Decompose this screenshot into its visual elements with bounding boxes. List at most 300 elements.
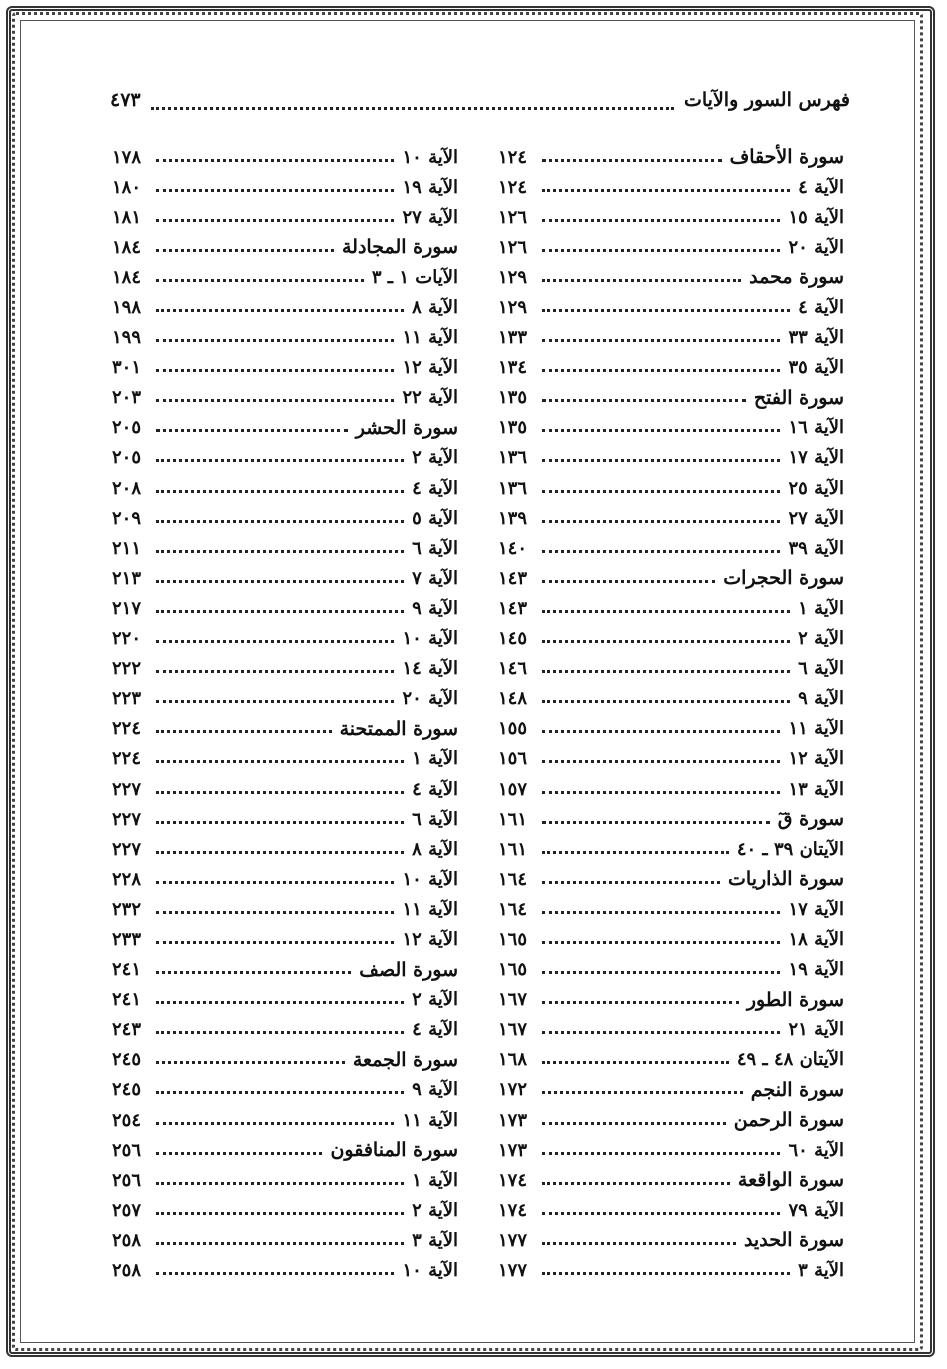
entry-page-number: ٢٤٥ (112, 1049, 142, 1071)
entry-label: الآية ٢ (412, 1199, 458, 1221)
entry-label: الآيتان ٤٨ ـ ٤٩ (736, 1049, 844, 1071)
index-entry-surah (112, 955, 458, 985)
entry-label: الآية ٩ (412, 1079, 458, 1101)
entry-page-number: ٢٤٣ (112, 1019, 142, 1041)
leader-dots (542, 249, 780, 252)
entry-label: الآية ٢٥ (788, 477, 844, 499)
entry-page-number: ١٦٧ (498, 1019, 528, 1041)
entry-page-number: ١٢٤ (498, 146, 528, 168)
index-entry-verse (498, 533, 844, 563)
entry-page-number: ٢٢٤ (112, 718, 142, 740)
index-entry-surah (112, 232, 458, 262)
entry-label: الآية ٤ (412, 778, 458, 800)
leader-dots (542, 1182, 730, 1185)
entry-label: سورة الفتح (753, 386, 844, 409)
entry-label: الآية ٤ (412, 1019, 458, 1041)
index-entry-surah (498, 262, 844, 292)
index-entry-verse (498, 894, 844, 924)
entry-page-number: ١٧٧ (498, 1229, 528, 1251)
entry-label: الآية ١١ (402, 898, 458, 920)
entry-label: سورة الحديد (743, 1229, 844, 1252)
entry-page-number: ١٦٤ (498, 898, 528, 920)
index-entry-verse (498, 624, 844, 654)
index-entry-verse (112, 1015, 458, 1045)
index-entry-verse (498, 353, 844, 383)
leader-dots (156, 1031, 404, 1034)
index-entry-verse (112, 533, 458, 563)
entry-page-number: ٢٣٣ (112, 928, 142, 950)
entry-page-number: ١٣٥ (498, 417, 528, 439)
index-entry-verse (112, 804, 458, 834)
entry-label: الآية ١٠ (402, 628, 458, 650)
entry-label: الآية ١١ (788, 718, 844, 740)
entry-label: سورة الممتحنة (339, 717, 458, 740)
entry-page-number: ١٤٣ (498, 567, 528, 589)
entry-label: الآية ٤ (798, 176, 844, 198)
entry-page-number: ١٧٧ (498, 1260, 528, 1282)
entry-label: الآية ٦٠ (788, 1139, 844, 1161)
entry-page-number: ٢٥٨ (112, 1260, 142, 1282)
entry-label: سورة الحشر (355, 416, 458, 439)
entry-label: الآية ٢٠ (788, 236, 844, 258)
index-entry-verse (112, 1225, 458, 1255)
index-entry-verse (112, 262, 458, 292)
entry-page-number: ١٥٦ (498, 748, 528, 770)
entry-label: الآية ٣٩ (788, 537, 844, 559)
leader-dots (156, 941, 394, 944)
index-entry-verse (498, 955, 844, 985)
entry-page-number: ١٦٤ (498, 868, 528, 890)
leader-dots (542, 760, 780, 763)
index-entry-verse (112, 292, 458, 322)
entry-page-number: ٢٢٧ (112, 808, 142, 830)
index-entry-surah (112, 1045, 458, 1075)
index-entry-surah (112, 413, 458, 443)
entry-label: الآيتان ٣٩ ـ ٤٠ (736, 838, 844, 860)
index-entry-verse (112, 473, 458, 503)
leader-dots (542, 1242, 736, 1245)
leader-dots (542, 580, 715, 583)
entry-page-number: ٢٤٥ (112, 1079, 142, 1101)
leader-dots (156, 1061, 345, 1064)
entry-label: سورة النجم (750, 1078, 844, 1101)
index-entry-verse (498, 443, 844, 473)
entry-page-number: ٢٤١ (112, 959, 142, 981)
index-entry-verse (498, 292, 844, 322)
leader-dots (542, 1272, 790, 1275)
index-entry-verse (112, 202, 458, 232)
leader-dots (542, 881, 720, 884)
index-entry-surah (112, 714, 458, 744)
leader-dots (542, 309, 790, 312)
leader-dots (156, 610, 404, 613)
leader-dots (542, 369, 780, 372)
index-entry-verse (498, 684, 844, 714)
entry-label: الآية ١٧ (788, 898, 844, 920)
leader-dots (542, 670, 790, 673)
entry-page-number: ٢٢٧ (112, 838, 142, 860)
leader-dots (156, 580, 404, 583)
leader-dots (156, 1242, 404, 1245)
index-entry-surah (498, 1165, 844, 1195)
entry-label: الآية ١٢ (402, 928, 458, 950)
entry-page-number: ١٩٨ (112, 297, 142, 319)
index-entry-verse (498, 232, 844, 262)
leader-dots (542, 1001, 739, 1004)
entry-page-number: ٢٠٨ (112, 477, 142, 499)
index-entry-verse (112, 1075, 458, 1105)
entry-label: الآية ٢٧ (788, 507, 844, 529)
index-entry-surah (498, 804, 844, 834)
leader-dots (542, 189, 790, 192)
entry-page-number: ٢٢٠ (112, 628, 142, 650)
leader-dots (156, 821, 404, 824)
leader-dots (156, 399, 394, 402)
entry-label: الآية ٣ (798, 1260, 844, 1282)
index-entry-verse (498, 172, 844, 202)
leader-dots (156, 159, 394, 162)
leader-dots (156, 309, 404, 312)
entry-label: الآية ٣٥ (788, 357, 844, 379)
entry-page-number: ٢٣٢ (112, 898, 142, 920)
leader-dots (156, 1272, 394, 1275)
entry-label: سورة الحجرات (723, 567, 844, 590)
leader-dots (156, 279, 364, 282)
header-leader-dots (151, 95, 674, 110)
index-entry-verse (498, 503, 844, 533)
leader-dots (156, 1182, 404, 1185)
index-entry-surah (498, 985, 844, 1015)
leader-dots (156, 700, 394, 703)
leader-dots (542, 159, 722, 162)
index-entry-verse (112, 624, 458, 654)
entry-label: الآية ١٤ (402, 658, 458, 680)
entry-label: الآية ٨ (412, 297, 458, 319)
leader-dots (156, 459, 404, 462)
entry-page-number: ٢٥٨ (112, 1229, 142, 1251)
index-entry-verse (112, 1195, 458, 1225)
leader-dots (542, 971, 780, 974)
entry-page-number: ١٧٨ (112, 146, 142, 168)
entry-page-number: ١٣٩ (498, 507, 528, 529)
leader-dots (542, 821, 770, 824)
leader-dots (542, 1122, 726, 1125)
leader-dots (542, 941, 780, 944)
entry-label: الآية ١ (412, 1169, 458, 1191)
entry-label: سورة الجمعة (352, 1048, 458, 1071)
entry-page-number: ١٧٤ (498, 1199, 528, 1221)
index-entry-surah (498, 383, 844, 413)
index-entry-verse (112, 924, 458, 954)
leader-dots (156, 971, 351, 974)
entry-label: الآية ١٢ (402, 357, 458, 379)
leader-dots (542, 279, 741, 282)
entry-page-number: ٢١٣ (112, 567, 142, 589)
index-entry-verse (498, 1255, 844, 1285)
index-entry-verse (498, 413, 844, 443)
leader-dots (156, 730, 332, 733)
entry-page-number: ١٤٨ (498, 688, 528, 710)
index-entry-surah (498, 563, 844, 593)
index-entry-verse (112, 985, 458, 1015)
index-entry-verse (112, 323, 458, 353)
index-entry-surah (498, 864, 844, 894)
entry-page-number: ٢٥٤ (112, 1109, 142, 1131)
entry-label: الآية ١٠ (402, 146, 458, 168)
index-entry-verse (112, 894, 458, 924)
entry-page-number: ٢٠٥ (112, 417, 142, 439)
leader-dots (542, 490, 780, 493)
entry-label: الآية ١٩ (402, 176, 458, 198)
leader-dots (156, 911, 394, 914)
entry-label: سورة قٓ (777, 808, 844, 831)
index-entry-verse (112, 744, 458, 774)
leader-dots (542, 911, 780, 914)
entry-label: الآية ١٣ (788, 778, 844, 800)
entry-label: الآية ١٠ (402, 1260, 458, 1282)
leader-dots (542, 459, 780, 462)
entry-page-number: ٢٢٤ (112, 748, 142, 770)
entry-page-number: ١٢٩ (498, 266, 528, 288)
leader-dots (156, 249, 334, 252)
entry-label: الآية ٤ (798, 297, 844, 319)
leader-dots (156, 520, 404, 523)
entry-label: الآية ٢٠ (402, 688, 458, 710)
leader-dots (542, 219, 780, 222)
entry-page-number: ٢٠٩ (112, 507, 142, 529)
entry-page-number: ١٣٣ (498, 327, 528, 349)
entry-page-number: ١٨١ (112, 206, 142, 228)
entry-label: الآية ١٢ (788, 748, 844, 770)
leader-dots (542, 1152, 780, 1155)
entry-page-number: ٢١١ (112, 537, 142, 559)
entry-label: الآية ٢ (412, 447, 458, 469)
entry-page-number: ١٧٤ (498, 1169, 528, 1191)
index-entry-surah (112, 1135, 458, 1165)
entry-label: الآية ٧٩ (788, 1199, 844, 1221)
entry-label: سورة الصف (359, 958, 458, 981)
index-entry-surah (498, 1225, 844, 1255)
entry-label: الآية ١٩ (788, 959, 844, 981)
leader-dots (542, 550, 780, 553)
entry-page-number: ١٨٤ (112, 236, 142, 258)
leader-dots (542, 610, 790, 613)
leader-dots (156, 640, 394, 643)
leader-dots (156, 550, 404, 553)
index-entry-verse (112, 1255, 458, 1285)
entry-label: الآية ٣٣ (788, 327, 844, 349)
entry-page-number: ٢٤١ (112, 989, 142, 1011)
entry-label: الآية ١١ (402, 327, 458, 349)
entry-label: سورة الطور (746, 988, 844, 1011)
entry-page-number: ١٤٣ (498, 597, 528, 619)
entry-label: الآية ٦ (798, 658, 844, 680)
leader-dots (156, 339, 394, 342)
leader-dots (156, 189, 394, 192)
entry-page-number: ١٣٦ (498, 477, 528, 499)
index-entry-verse (498, 473, 844, 503)
leader-dots (542, 640, 790, 643)
index-entry-verse (112, 1165, 458, 1195)
running-header (110, 86, 850, 114)
entry-label: الآية ٤ (412, 477, 458, 499)
entry-label: الآية ٦ (412, 537, 458, 559)
entry-page-number: ١٩٩ (112, 327, 142, 349)
index-entry-surah (498, 142, 844, 172)
index-entry-verse (112, 593, 458, 623)
index-entry-verse (498, 654, 844, 684)
entry-page-number: ٢٥٦ (112, 1139, 142, 1161)
entry-page-number: ١٢٩ (498, 297, 528, 319)
entry-page-number: ١٦٥ (498, 928, 528, 950)
entry-page-number: ١٤٥ (498, 628, 528, 650)
entry-label: الآية ٩ (798, 688, 844, 710)
entry-label: الآية ١٧ (788, 447, 844, 469)
entry-page-number: ٢٢٧ (112, 778, 142, 800)
leader-dots (156, 760, 404, 763)
entry-label: الآية ٢ (798, 628, 844, 650)
header-page-number: ٤٧٣ (110, 89, 141, 111)
entry-label: الآية ١١ (402, 1109, 458, 1131)
leader-dots (542, 1061, 729, 1064)
index-entry-surah (498, 1075, 844, 1105)
leader-dots (156, 1212, 404, 1215)
entry-page-number: ١٧٣ (498, 1139, 528, 1161)
index-entry-verse (112, 142, 458, 172)
index-entry-verse (498, 744, 844, 774)
leader-dots (156, 429, 348, 432)
leader-dots (156, 490, 404, 493)
entry-label: سورة محمد (749, 266, 844, 289)
index-entry-verse (112, 353, 458, 383)
entry-page-number: ١٢٤ (498, 176, 528, 198)
entry-page-number: ١٢٦ (498, 206, 528, 228)
index-entry-verse (498, 1195, 844, 1225)
leader-dots (542, 851, 729, 854)
index-entry-verse (498, 323, 844, 353)
entry-label: الآية ١ (798, 597, 844, 619)
leader-dots (542, 399, 746, 402)
entry-page-number: ١٥٧ (498, 778, 528, 800)
leader-dots (156, 881, 394, 884)
index-entry-verse (112, 172, 458, 202)
entry-page-number: ٢٠٥ (112, 447, 142, 469)
entry-page-number: ١٤٦ (498, 658, 528, 680)
entry-page-number: ١٦١ (498, 838, 528, 860)
index-entry-verse (498, 1045, 844, 1075)
entry-page-number: ١٦٨ (498, 1049, 528, 1071)
entry-page-number: ٢٥٧ (112, 1199, 142, 1221)
entry-page-number: ١٣٥ (498, 387, 528, 409)
index-entry-verse (498, 774, 844, 804)
entry-label: الآية ١ (412, 748, 458, 770)
index-entry-verse (112, 503, 458, 533)
entry-page-number: ١٢٦ (498, 236, 528, 258)
index-entry-verse (112, 1105, 458, 1135)
index-entry-verse (498, 1015, 844, 1045)
leader-dots (542, 1031, 780, 1034)
entry-label: الآية ١٠ (402, 868, 458, 890)
entry-page-number: ٢٢٢ (112, 658, 142, 680)
entry-page-number: ٢٢٣ (112, 688, 142, 710)
leader-dots (542, 1091, 743, 1094)
entry-page-number: ١٨٤ (112, 266, 142, 288)
index-entry-verse (498, 714, 844, 744)
entry-label: سورة الذاريات (728, 868, 844, 891)
entry-page-number: ١٨٠ (112, 176, 142, 198)
entry-label: الآية ٧ (412, 567, 458, 589)
leader-dots (542, 730, 780, 733)
index-entry-verse (112, 774, 458, 804)
entry-page-number: ١٤٠ (498, 537, 528, 559)
entry-label: الآية ١٨ (788, 928, 844, 950)
index-entry-verse (112, 864, 458, 894)
entry-page-number: ٢٢٨ (112, 868, 142, 890)
entry-page-number: ٢١٧ (112, 597, 142, 619)
entry-label: سورة المجادلة (341, 236, 458, 259)
entry-page-number: ١٦١ (498, 808, 528, 830)
entry-page-number: ١٦٥ (498, 959, 528, 981)
entry-label: سورة الرحمن (733, 1109, 844, 1132)
leader-dots (542, 700, 790, 703)
index-entry-verse (498, 834, 844, 864)
index-entry-verse (498, 1135, 844, 1165)
entry-label: الآية ٢ (412, 989, 458, 1011)
index-entry-verse (112, 443, 458, 473)
leader-dots (156, 1152, 322, 1155)
entry-label: الآية ٢٧ (402, 206, 458, 228)
entry-page-number: ١٦٧ (498, 989, 528, 1011)
leader-dots (542, 1212, 780, 1215)
index-entry-verse (498, 593, 844, 623)
leader-dots (542, 429, 780, 432)
leader-dots (156, 219, 394, 222)
index-entry-verse (498, 924, 844, 954)
entry-page-number: ١٧٣ (498, 1109, 528, 1131)
entry-label: الآية ٨ (412, 838, 458, 860)
entry-label: سورة المنافقون (330, 1139, 458, 1162)
leader-dots (156, 791, 404, 794)
leader-dots (542, 791, 780, 794)
index-column-right (498, 142, 844, 1286)
entry-page-number: ١٧٢ (498, 1079, 528, 1101)
leader-dots (156, 1122, 394, 1125)
index-entry-surah (498, 1105, 844, 1135)
entry-label: الآية ٣ (412, 1229, 458, 1251)
leader-dots (542, 339, 780, 342)
index-entry-verse (112, 383, 458, 413)
entry-label: سورة الواقعة (737, 1169, 844, 1192)
leader-dots (542, 520, 780, 523)
entry-label: الآية ٢١ (788, 1019, 844, 1041)
entry-label: الآية ٦ (412, 808, 458, 830)
index-entry-verse (112, 654, 458, 684)
leader-dots (156, 1091, 404, 1094)
leader-dots (156, 1001, 404, 1004)
leader-dots (156, 851, 404, 854)
index-entry-verse (112, 684, 458, 714)
index-entry-verse (112, 834, 458, 864)
entry-label: الآية ٥ (412, 507, 458, 529)
entry-label: الآية ٢٢ (402, 387, 458, 409)
entry-label: الآية ١٥ (788, 206, 844, 228)
entry-label: الآيات ١ ـ ٣ (371, 266, 458, 288)
entry-page-number: ١٥٥ (498, 718, 528, 740)
entry-page-number: ١٣٦ (498, 447, 528, 469)
entry-page-number: ١٣٤ (498, 357, 528, 379)
header-title: فهرس السور والآيات (683, 89, 850, 111)
index-column-left (112, 142, 458, 1286)
